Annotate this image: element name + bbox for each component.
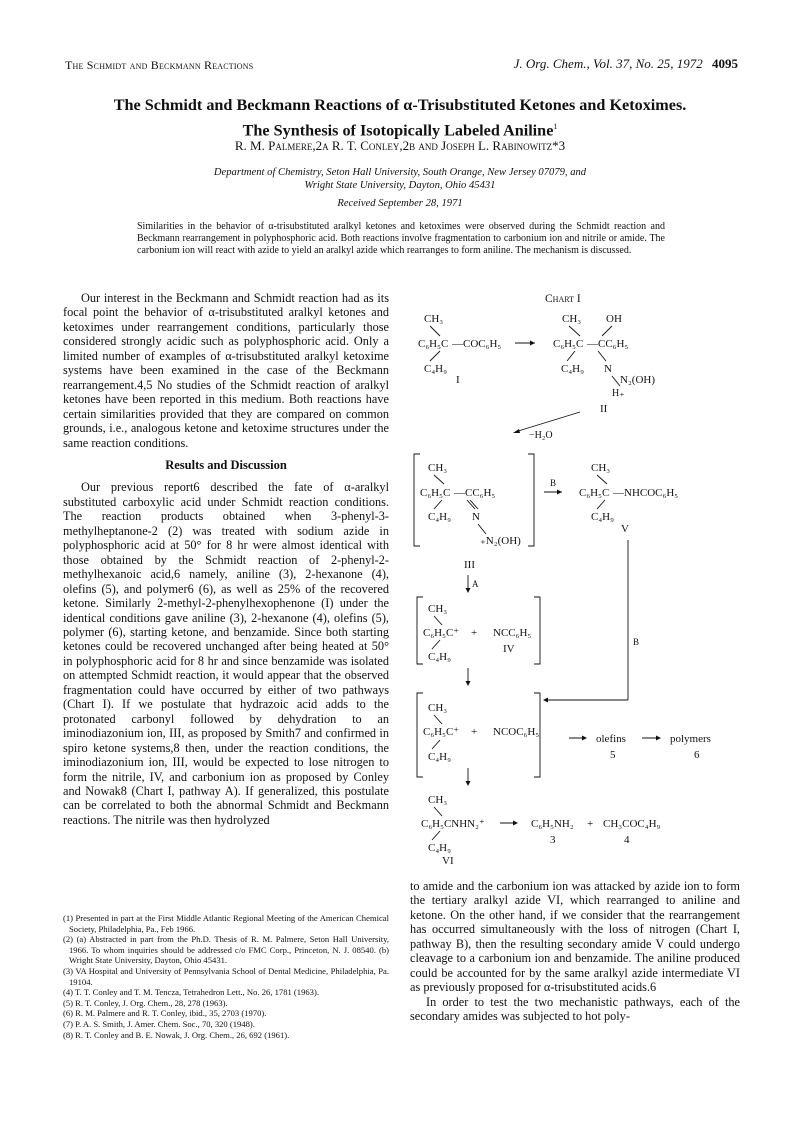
compound-label-iv: IV: [503, 643, 515, 655]
arrow-head: [543, 698, 548, 703]
compound-number-6: 6: [694, 749, 700, 761]
label-cnhn2: C₆H₅CNHN₂⁺: [421, 818, 485, 830]
footnote: (6) R. M. Palmere and R. T. Conley, ibid., 35, 2703 (1970).: [63, 1008, 267, 1019]
label-aniline: C₆H₅NH₂: [531, 818, 574, 830]
label-c4h9: C₄H₉: [591, 511, 614, 523]
label-plus: +: [471, 627, 478, 639]
footnote: (3) VA Hospital and University of Pennsylvania School of Dental Medicine, Philadelphia, Pa. 19104.: [63, 965, 389, 987]
journal-citation: [440, 56, 738, 72]
bond-line: [478, 524, 486, 534]
compound-label-vi: VI: [442, 855, 454, 867]
affiliation-line-2: Wright State University, Dayton, Ohio 45431: [304, 180, 496, 191]
compound-label-iii: III: [464, 559, 475, 571]
label-c4h9: C₄H₉: [428, 651, 451, 663]
footnote: (4) T. T. Conley and T. M. Tencza, Tetrahedron Lett., No. 26, 1781 (1963).: [63, 987, 319, 998]
label-n: N: [472, 511, 480, 523]
label-ch3: CH₃: [591, 462, 611, 474]
label-c6h5c: C₆H₅C: [418, 338, 449, 350]
intro-paragraph: Our interest in the Beckmann and Schmidt reaction had as its focal point the behavior of α-trisubstituted aralkyl ketones and ketoximes under rearrangement conditions, particularly those considered strongly acidic such as polyphosphoric acid. Only a limited number of examples of α-trisubstituted aralkyl ketoxime systems have been examined in the case of the Beckmann rearrangement.4,5 No studies of the Schmidt reaction of aralkyl ketones have been reported in this medium. Both reactions have certain similarities provided that they are compared on common grounds, i.e., analogous ketone and ketoxime structures under the same reaction conditions.: [63, 291, 389, 450]
label-c6h5c: C₆H₅C: [420, 487, 451, 499]
left-column: [63, 291, 389, 827]
pathway-label-b: B: [633, 637, 640, 647]
label-n2oh: N₂(OH): [620, 374, 655, 386]
label-minus-h2o: −H₂O: [529, 430, 553, 441]
label-ch3: CH₃: [428, 794, 448, 806]
footnote: (1) Presented in part at the First Middle Atlantic Regional Meeting of the American Chemical Society, Philadelphia, Pa., Feb 1966.: [63, 913, 389, 934]
bond-line: [434, 807, 442, 816]
bond-line: [612, 376, 620, 386]
label-n3oh: ₊N₂(OH): [480, 535, 521, 547]
label-c4h9: C₄H₉: [428, 511, 451, 523]
arrow-head: [513, 429, 520, 433]
label-ch3: CH₃: [428, 462, 448, 474]
footnotes: [63, 913, 389, 1040]
arrow-head: [466, 681, 471, 686]
label-c4h9: C₄H₉: [561, 363, 584, 375]
label-nhcoc6h5: —NHCOC₆H₅: [613, 487, 679, 499]
article-title: [60, 95, 740, 141]
bond-line: [434, 500, 442, 509]
label-coc6h5: —COC₆H₅: [452, 338, 502, 350]
bond-line: [430, 351, 440, 361]
footnote: (5) R. T. Conley, J. Org. Chem., 28, 278 (1963).: [63, 997, 228, 1008]
compound-number-5: 5: [610, 749, 616, 761]
reaction-scheme: [400, 300, 745, 870]
label-ncoc6h5: NCOC₆H₅: [493, 726, 540, 738]
label-ch3: CH₃: [424, 313, 444, 325]
label-olefins: olefins: [596, 733, 626, 745]
bracket-right: [534, 597, 540, 664]
bond-line: [598, 351, 606, 361]
label-c6h5c: C₆H₅C: [579, 487, 610, 499]
abstract: Similarities in the behavior of α-trisubstituted aralkyl ketones and ketoximes were observed during the Schmidt reaction and Beckmann rearrangement in polyphosphoric acid. Both reactions involve fragmentation to carbonium ion and nitrile or amide. The carbonium ion will react with azide to yield an aralkyl azide which rearranges to form aniline. The mechanism is discussed.: [137, 221, 665, 257]
label-hplus: H₊: [612, 388, 625, 399]
label-c4h9: C₄H₉: [428, 842, 451, 854]
page-number: 4095: [712, 56, 738, 71]
bond-line: [597, 500, 605, 509]
continuation-paragraph: to amide and the carbonium ion was attacked by azide ion to form the tertiary aralkyl azide VI, which rearranged to aniline and ketone. On the other hand, if we consider that the rearrangement has occurred simultaneously with the loss of nitrogen (Chart I, pathway B), then the resulting secondary amide V could undergo cleavage to a carbonium ion and benzamide. The aniline produced could be accounted for by the same aralkyl azide intermediate VI as previously proposed for α-trisubstituted acids.6: [410, 879, 740, 995]
label-oh: OH: [606, 313, 622, 325]
bond-line: [432, 831, 440, 840]
arrow-head: [656, 736, 661, 741]
label-cc6h5: —CC₆H₅: [454, 487, 496, 499]
title-footnote-ref: 1: [553, 122, 558, 131]
arrow-head: [466, 588, 471, 593]
arrow-head: [513, 821, 518, 826]
compound-label-v: V: [621, 523, 629, 535]
bond-line: [434, 475, 444, 484]
bond-line: [432, 740, 440, 749]
label-ch3: CH₃: [562, 313, 582, 325]
bond-line: [602, 326, 612, 336]
label-c4h9: C₄H₉: [424, 363, 447, 375]
label-carbonium: C₆H₅C⁺: [423, 726, 460, 738]
bond-line: [434, 715, 442, 724]
journal-name: J. Org. Chem., Vol. 37, No. 25, 1972: [513, 56, 703, 71]
footnote: (2) (a) Abstracted in part from the Ph.D. Thesis of R. M. Palmere, Seton Hall University, 1966. To whom inquiries should be addressed c/o FMC Corp., Princeton, N. J. 08540. (b) Wright State University, Dayton, Ohio 45431.: [63, 934, 389, 966]
label-n: N: [604, 363, 612, 375]
bond-line: [597, 475, 607, 484]
running-title: The Schmidt and Beckmann Reactions: [65, 58, 254, 72]
chart-title: Chart I: [545, 293, 581, 305]
mechanism-paragraph: In order to test the two mechanistic pathways, each of the secondary amides was subjected to hot poly-: [410, 994, 740, 1024]
authors: R. M. Palmere,2a R. T. Conley,2b and Joseph L. Rabinowitz*3: [234, 138, 566, 153]
bond-line: [434, 616, 442, 625]
right-column: [410, 879, 740, 1024]
label-plus: +: [587, 818, 594, 830]
label-plus: +: [471, 726, 478, 738]
arrow-head: [530, 341, 535, 346]
section-heading: Results and Discussion: [165, 457, 287, 472]
label-cc6h5: —CC₆H₅: [587, 338, 629, 350]
label-carbonium: C₆H₅C⁺: [423, 627, 460, 639]
bond-line: [569, 326, 580, 336]
title-line-1: The Schmidt and Beckmann Reactions of α-Trisubstituted Ketones and Ketoximes.: [113, 96, 687, 114]
bond-line: [430, 326, 440, 336]
reaction-arrow: [515, 412, 580, 432]
title-line-2-text: The Synthesis of Isotopically Labeled Aniline: [242, 121, 554, 140]
label-hexanone: CH₃COC₄H₉: [603, 818, 661, 830]
footnote: (8) R. T. Conley and B. E. Nowak, J. Org. Chem., 26, 692 (1961).: [63, 1029, 290, 1040]
compound-number-3: 3: [550, 834, 556, 846]
label-ncc6h5: NCC₆H₅: [493, 627, 532, 639]
compound-label-ii: II: [600, 403, 608, 415]
bracket-right: [528, 454, 534, 546]
affiliation: [60, 166, 740, 192]
results-paragraph: Our previous report6 described the fate of α-aralkyl substituted carboxylic acid under Schmidt reaction conditions. The reaction products obtained when 3-phenyl-3-methylheptanone-2 (2) was treated with sodium azide in polyphosphoric acid at 50° for 8 hr were almost identical with those obtained by the Schmidt reaction of 2-phenyl-2-methylhexanoic acid,6 namely, aniline (3), 2-hexanone (4), olefins (5), and polymer6 (6), as well as 25% of the recovered ketone. Similarly 2-methyl-2-phenylhexophenone (I) under the identical conditions gave aniline (3), 2-hexanone (4), olefins (5), polymer (6), starting ketone, and benzamide. Since both starting ketones could be recovered unchanged after being heated at 50° in polyphosphoric acid for 8 hr and since benzamide was isolated on attempted Schmidt reaction, it would appear that the observed fragmentation could have occurred by either of two pathways (Chart I). If we postulate that hydrazoic acid adds to the protonated carbonyl followed by dehydration to an iminodiazonium ion, III, as proposed by Smith7 and confirmed in spiro ketone systems,8 then, under the reaction conditions, the iminodiazonium ion, III, would be expected to lose nitrogen to form the nitrile, IV, and carbonium ion as proposed by Conley and Nowak8 (Chart I, pathway A). If generalized, this postulate can be correlated to both the abnormal Schmidt and Beckmann reactions. The nitrile was then hydrolyzed: [63, 480, 389, 827]
compound-number-4: 4: [624, 834, 630, 846]
bond-line: [567, 351, 575, 361]
bond-line: [432, 640, 440, 649]
pathway-label-a: A: [472, 579, 479, 589]
pathway-label-b: B: [550, 478, 557, 488]
label-ch3: CH₃: [428, 603, 448, 615]
label-polymers: polymers: [670, 733, 711, 745]
received-date: Received September 28, 1971: [337, 198, 463, 209]
compound-label-i: I: [456, 374, 460, 386]
affiliation-line-1: Department of Chemistry, Seton Hall University, South Orange, New Jersey 07079, and: [213, 167, 587, 178]
label-c6h5c: C₆H₅C: [553, 338, 584, 350]
footnote: (7) P. A. S. Smith, J. Amer. Chem. Soc., 70, 320 (1948).: [63, 1018, 255, 1029]
bracket-left: [414, 454, 420, 546]
arrow-head: [557, 490, 562, 495]
label-ch3: CH₃: [428, 702, 448, 714]
label-c4h9: C₄H₉: [428, 751, 451, 763]
arrow-head: [466, 781, 471, 786]
arrow-head: [582, 736, 587, 741]
